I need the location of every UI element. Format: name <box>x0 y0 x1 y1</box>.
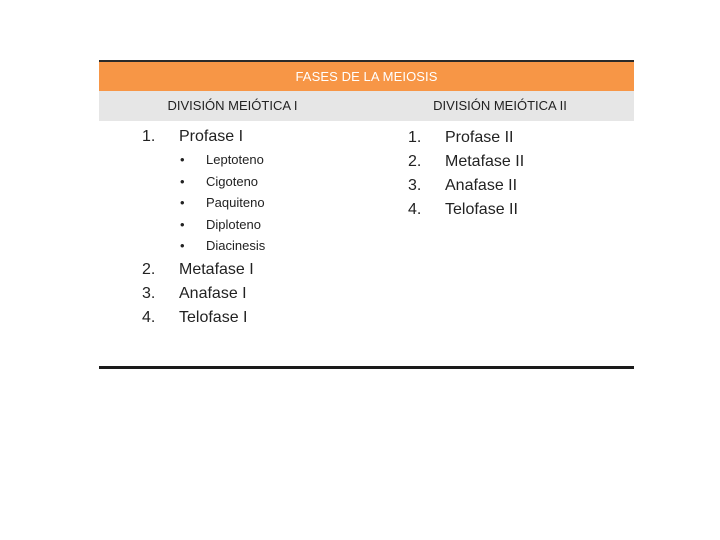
item-number: 2. <box>142 261 156 278</box>
sub-item-label: Leptoteno <box>206 152 264 167</box>
item-label: Profase II <box>445 129 514 146</box>
bullet-icon: • <box>180 195 185 210</box>
item-number: 1. <box>408 129 422 146</box>
item-label: Profase I <box>179 128 244 145</box>
item-label: Telofase II <box>445 201 518 218</box>
column-header-row <box>99 91 634 121</box>
item-number: 1. <box>142 128 156 145</box>
item-label: Telofase I <box>179 309 248 326</box>
column-heading-meiosis-2: DIVISIÓN MEIÓTICA II <box>433 98 567 113</box>
item-label: Anafase II <box>445 177 518 194</box>
sub-item-label: Diacinesis <box>206 238 266 253</box>
table-title: FASES DE LA MEIOSIS <box>295 69 438 84</box>
item-number: 3. <box>408 177 422 194</box>
bullet-icon: • <box>180 217 185 232</box>
item-label: Metafase II <box>445 153 525 170</box>
bullet-icon: • <box>180 238 185 253</box>
sub-item-label: Paquiteno <box>206 195 265 210</box>
item-label: Anafase I <box>179 285 247 302</box>
bullet-icon: • <box>180 174 185 189</box>
column-heading-meiosis-1: DIVISIÓN MEIÓTICA I <box>167 98 298 113</box>
title-bar <box>99 62 634 91</box>
bullet-icon: • <box>180 152 185 167</box>
item-number: 2. <box>408 153 422 170</box>
item-label: Metafase I <box>179 261 254 278</box>
item-number: 4. <box>408 201 422 218</box>
item-number: 3. <box>142 285 156 302</box>
item-number: 4. <box>142 309 156 326</box>
bottom-rule <box>99 366 634 369</box>
sub-item-label: Cigoteno <box>206 174 259 189</box>
sub-item-label: Diploteno <box>206 217 261 232</box>
